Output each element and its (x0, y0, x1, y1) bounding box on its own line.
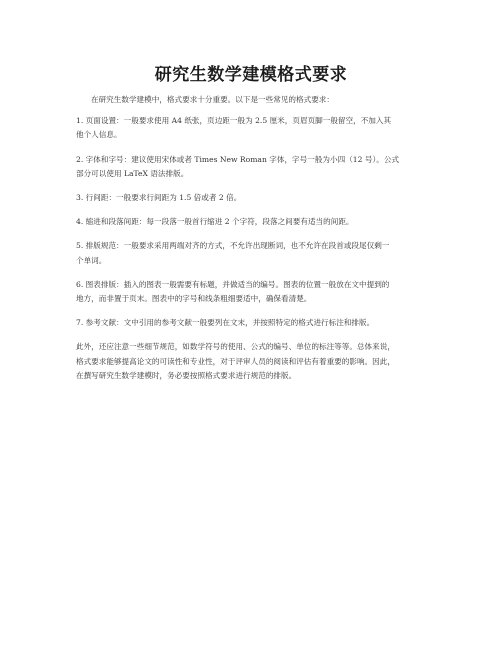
requirement-item-3 (76, 191, 428, 205)
requirement-item-5-line-2: 个单词。 (76, 255, 107, 265)
intro-paragraph: 在研究生数学建模中，格式要求十分重要。以下是一些常见的格式要求： (91, 95, 334, 104)
requirement-item-3-line-1: 3. 行间距：一般要求行间距为 1.5 倍或者 2 倍。 (76, 193, 242, 203)
closing-line-2: 格式要求能够提高论文的可读性和专业性，对于评审人员的阅读和评估有着重要的影响。因此， (76, 356, 395, 366)
requirement-item-4-line-1: 4. 缩进和段落间距：每一段落一般首行缩进 2 个字符，段落之间要有适当的间距。 (76, 217, 354, 227)
requirement-item-2 (76, 153, 428, 181)
requirement-item-5-line-1: 5. 排版规范：一般要求采用两端对齐的方式，不允许出现断词，也不允许在段首或段尾仅剩一 (76, 241, 390, 251)
requirement-item-1 (76, 114, 428, 142)
document-title: 研究生数学建模格式要求 (154, 65, 348, 85)
requirement-item-1-line-1: 1. 页面设置：一般要求使用 A4 纸张，页边距一般为 2.5 厘米，页眉页脚一般留空，不加入其 (76, 116, 392, 126)
requirement-item-6 (76, 278, 428, 306)
requirement-item-7-line-1: 7. 参考文献：文中引用的参考文献一般要列在文末，并按照特定的格式进行标注和排版。 (76, 318, 375, 328)
requirement-item-6-line-2: 地方，而非置于页末。图表中的字号和线条粗细要适中，确保看清楚。 (76, 294, 312, 304)
requirement-item-2-line-1: 2. 字体和字号：建议使用宋体或者 Times New Roman 字体，字号一般为小四（12 号）。公式 (76, 154, 400, 164)
document-body (76, 93, 428, 393)
requirement-item-7 (76, 316, 428, 330)
requirement-item-4 (76, 215, 428, 229)
closing-line-1: 此外，还应注意一些细节规范，如数学符号的使用、公式的编号、单位的标注等等。总体来说， (76, 342, 395, 352)
requirement-item-5 (76, 239, 428, 267)
closing-line-3: 在撰写研究生数学建模时，务必要按照格式要求进行规范的排版。 (76, 370, 297, 380)
requirement-item-6-line-1: 6. 图表排版：插入的图表一般需要有标题，并做适当的编号。图表的位置一般放在文中提到的 (76, 279, 390, 289)
requirement-item-2-line-2: 部分可以使用 LaTeX 语法排版。 (76, 168, 189, 178)
closing-paragraph (76, 340, 428, 383)
requirement-item-1-line-2: 他个人信息。 (76, 130, 122, 140)
